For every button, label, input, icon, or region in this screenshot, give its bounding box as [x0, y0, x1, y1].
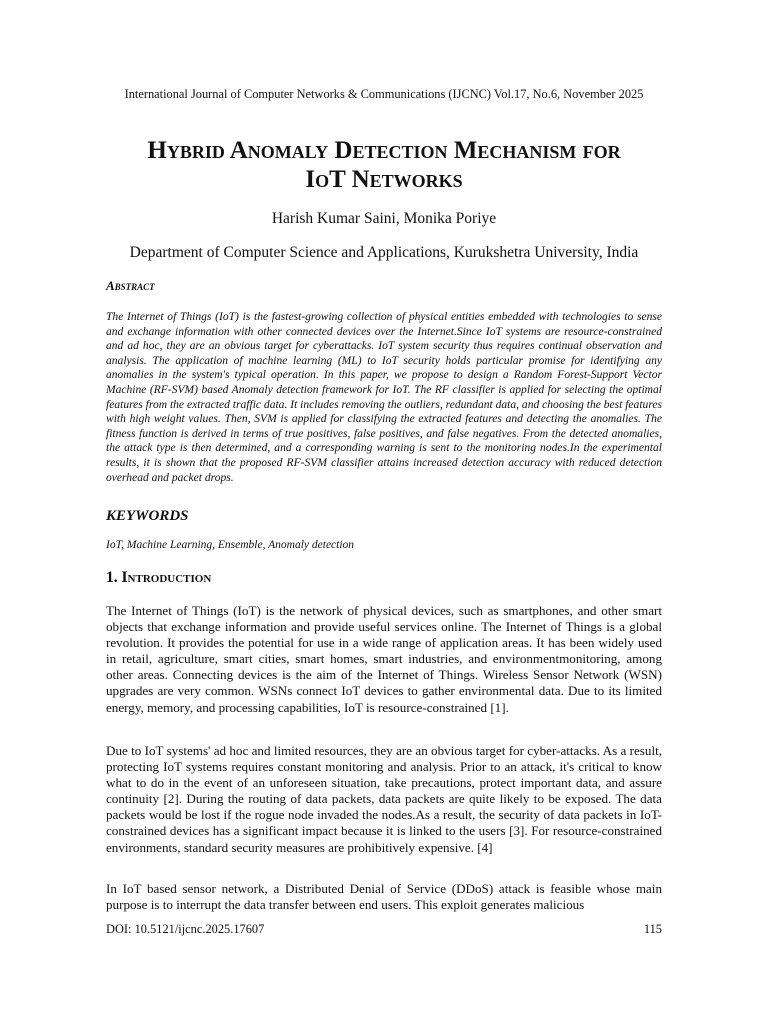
intro-paragraph-3: In IoT based sensor network, a Distributed Denial of Service (DDoS) attack is feasible whose main purpose is to interrupt the data transfer between end users. This exploit generates malicious	[106, 881, 662, 913]
keywords-text: IoT, Machine Learning, Ensemble, Anomaly detection	[106, 539, 355, 551]
affiliation: Department of Computer Science and Applications, Kurukshetra University, India	[129, 244, 639, 261]
abstract-text: The Internet of Things (IoT) is the fastest-growing collection of physical entities embedded with technologies to sense and exchange information with other connected devices over the Internet.Since IoT systems are resource-constrained and ad hoc, they are an obvious target for cyberattacks. IoT system security thus requires continual observation and analysis. The application of machine learning (ML) to IoT security holds particular promise for identifying any anomalies in the system's typical operation. In this paper, we propose to design a Random Forest-Support Vector Machine (RF-SVM) based Anomaly detection framework for IoT. The RF classifier is applied for selecting the optimal features from the extracted traffic data. It includes removing the outliers, redundant data, and choosing the best features with high weight values. Then, SVM is applied for classifying the extracted features and detecting the anomalies. The fitness function is derived in terms of true positives, false positives, and false negatives. From the detected anomalies, the attack type is then determined, and a corresponding warning is sent to the monitoring nodes.In the experimental results, it is shown that the proposed RF-SVM classifier attains increased detection accuracy with reduced detection overhead and packet drops.	[106, 311, 662, 484]
paper-title-line-1: Hybrid Anomaly Detection Mechanism for	[147, 137, 621, 164]
keywords-heading: KEYWORDS	[106, 508, 189, 524]
page-number: 115	[643, 922, 662, 936]
intro-paragraph-1: The Internet of Things (IoT) is the network of physical devices, such as smartphones, and other smart objects that exchange information and provide useful services online. The Internet of Things is a global revolution. It provides the potential for use in a wide range of application areas. It has been widely used in retail, agriculture, smart cities, smart homes, smart industries, and environmentmonitoring, among other areas. Connecting devices is the aim of the Internet of Things. Wireless Sensor Network (WSN) upgrades are very common. WSNs connect IoT devices to gather environmental data. Due to its limited energy, memory, and processing capabilities, IoT is resource-constrained [1].	[106, 603, 662, 715]
paper-title	[60, 136, 708, 194]
abstract-heading: Abstract	[106, 278, 155, 293]
authors: Harish Kumar Saini, Monika Poriye	[271, 210, 497, 227]
intro-paragraph-2: Due to IoT systems' ad hoc and limited resources, they are an obvious target for cyber-attacks. As a result, protecting IoT systems requires constant monitoring and analysis. Prior to an attack, it's critical to know what to do in the event of an unforeseen situation, take precautions, protect important data, and assure continuity [2]. During the routing of data packets, data packets are quite likely to be exposed. The data packets would be lost if the rogue node invaded the nodes.As a result, the security of data packets in IoT-constrained devices has a significant impact because it is linked to the users [3]. For resource-constrained environments, standard security measures are prohibitively expensive. [4]	[106, 743, 662, 855]
section-heading-introduction: 1. Introduction	[106, 569, 212, 586]
footer-doi: DOI: 10.5121/ijcnc.2025.17607	[106, 922, 265, 936]
running-header: International Journal of Computer Networks & Communications (IJCNC) Vol.17, No.6, November 2025	[124, 87, 644, 101]
paper-title-line-2: IoT Networks	[305, 166, 463, 193]
